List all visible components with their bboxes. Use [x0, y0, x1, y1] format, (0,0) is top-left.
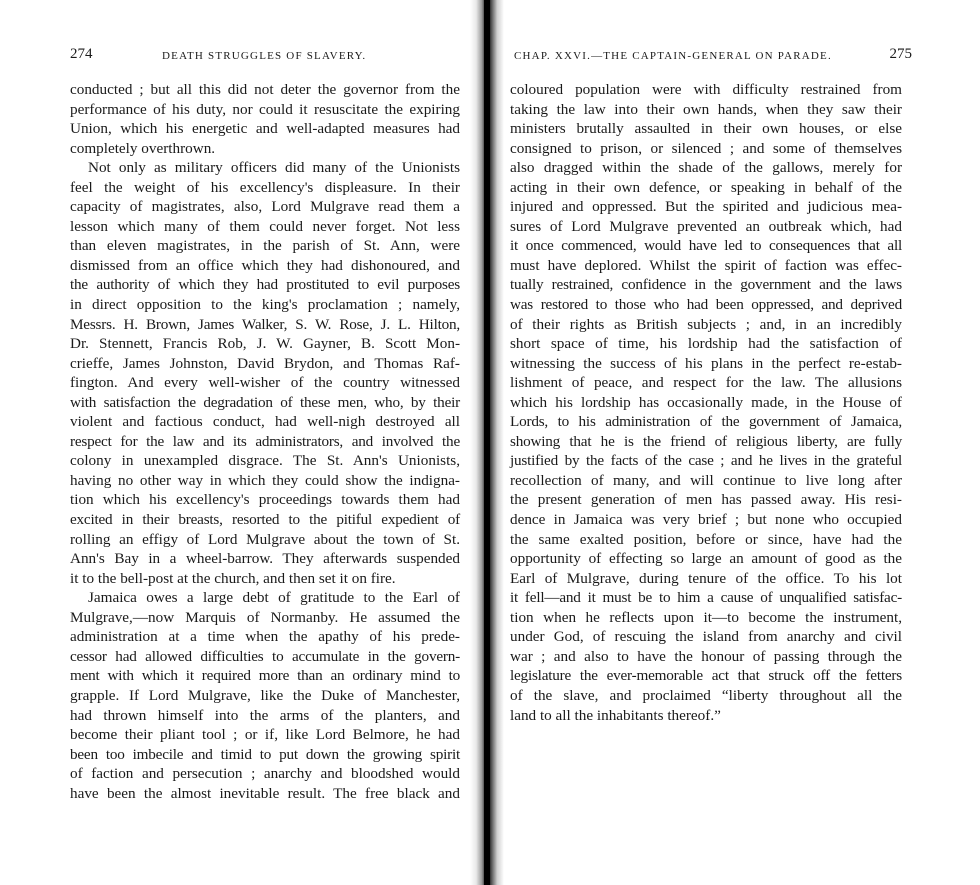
right-page-number: 275: [889, 46, 912, 62]
text-line: which his lordship has occasionally made, in the House of: [510, 393, 902, 411]
text-line: was restored to those who had been oppressed, and deprived: [510, 296, 902, 314]
text-line: coloured population were with difficulty restrained from: [510, 81, 902, 98]
text-line: dismissed from an office which they had dishonoured, and: [70, 256, 460, 274]
text-line: excited in their breasts, resorted to the pitiful expedient of: [70, 511, 460, 529]
text-line: of their rights as British subjects ; and, in an incredibly: [510, 315, 902, 333]
text-line: cessor had allowed difficulties to accumulate in the govern-: [70, 647, 460, 665]
right-running-head: CHAP. XXVI.—THE CAPTAIN-GENERAL ON PARADE.: [514, 50, 832, 62]
text-line: become their pliant tool ; or if, like Lord Belmore, he had: [70, 726, 460, 744]
text-line: legislature the ever-memorable act that struck off the fetters: [510, 667, 902, 685]
text-line: Earl of Mulgrave, during tenure of the office. To his lot: [510, 569, 902, 587]
text-line: it fell—and it must be to him a cause of unqualified satisfac-: [510, 589, 902, 607]
text-line: crieffe, James Johnston, David Brydon, and Thomas Raf-: [70, 354, 460, 372]
text-line: it once commenced, would have led to consequences that all: [510, 237, 902, 255]
left-page-header: [70, 46, 460, 70]
text-line: also dragged within the shade of the gallows, merely for: [510, 159, 902, 177]
text-line: Ann's Bay in a wheel-barrow. They afterwards suspended: [70, 550, 460, 568]
text-line: administration at a time when the apathy of his prede-: [70, 628, 460, 646]
text-line: completely overthrown.: [70, 139, 216, 157]
text-line: short space of time, his lordship had the satisfaction of: [510, 335, 902, 353]
text-line: recollection of many, and will continue to live long after: [510, 471, 902, 489]
text-line: acting in their own defence, or speaking in behalf of the: [510, 178, 902, 196]
text-line: war ; and also to have the honour of passing through the: [510, 647, 902, 665]
left-page-number: 274: [70, 46, 93, 62]
text-line: than eleven magistrates, in the parish of St. Ann, were: [70, 237, 460, 255]
text-line: been too imbecile and timid to put down the growing spirit: [70, 745, 460, 763]
text-line: performance of his duty, nor could it resuscitate the expiring: [70, 100, 460, 118]
book-gutter: [470, 0, 504, 885]
text-line: justified by the facts of the case ; and he lives in the grateful: [510, 452, 902, 470]
text-line: taking the law into their own hands, when they saw their: [510, 100, 902, 118]
text-line: Dr. Stennett, Francis Rob, J. W. Gayner, B. Scott Mon-: [70, 335, 460, 353]
left-page-body: [70, 80, 460, 803]
text-line: lesson which many of them could never forget. Not less: [70, 217, 460, 235]
text-line: consigned to prison, or silenced ; and some of themselves: [510, 139, 902, 157]
text-line: it to the bell-post at the church, and then set it on fire.: [70, 569, 396, 587]
text-line: having no other way in which they could show the indigna-: [70, 471, 460, 489]
text-line: showing that he is the friend of religious liberty, are fully: [510, 432, 902, 450]
text-line: witnessing the success of his plans in the perfect re-estab-: [510, 354, 902, 372]
text-line: with satisfaction the degradation of these men, who, by their: [70, 393, 460, 411]
text-line: tion which his excellency's proceedings towards them had: [70, 491, 460, 509]
text-line: Mulgrave,—now Marquis of Normanby. He assumed the: [70, 608, 460, 626]
text-line: land to all the inhabitants thereof.”: [510, 706, 721, 724]
text-line: lishment of peace, and respect for the law. The allusions: [510, 374, 902, 392]
text-line: in direct opposition to the king's proclamation ; namely,: [70, 296, 460, 314]
text-line: rolling an effigy of Lord Mulgrave about the town of St.: [70, 530, 460, 548]
text-line: grapple. If Lord Mulgrave, like the Duke of Manchester,: [70, 686, 460, 704]
text-line: capacity of magistrates, also, Lord Mulgrave read them a: [70, 198, 460, 216]
text-line: the present generation of men has passed away. His resi-: [510, 491, 902, 509]
text-line: dence in Jamaica was very brief ; but none who occupied: [510, 511, 902, 529]
right-page-body: [510, 80, 902, 725]
text-line: tion when he reflects upon it—to become the instrument,: [510, 608, 902, 626]
text-line: Union, which his energetic and well-adapted measures had: [70, 120, 460, 138]
text-line: sures of Lord Mulgrave prevented an outbreak which, had: [510, 217, 902, 235]
text-line: conducted ; but all this did not deter the governor from the: [70, 81, 460, 98]
text-line: injured and oppressed. But the spirited and judicious mea-: [510, 198, 902, 216]
text-line: the authority of which they had prostituted to evil purposes: [70, 276, 460, 294]
text-line: fington. And every well-wisher of the country witnessed: [70, 374, 460, 392]
left-page: [0, 0, 478, 885]
text-line: of faction and persecution ; anarchy and bloodshed would: [70, 765, 460, 783]
text-line: of the slave, and proclaimed “liberty throughout all the: [510, 686, 902, 704]
text-line: had thrown himself into the arms of the planters, and: [70, 706, 460, 724]
text-line: colony in unexampled disgrace. The St. Ann's Unionists,: [70, 452, 460, 470]
text-line: tually restrained, confidence in the government and the laws: [510, 276, 902, 294]
text-line: respect for the law and its administrators, and involved the: [70, 432, 460, 450]
text-line: have been the almost inevitable result. The free black and: [70, 784, 460, 802]
right-page: [500, 0, 980, 885]
text-line: Jamaica owes a large debt of gratitude to the Earl of: [88, 589, 460, 607]
text-line: Not only as military officers did many of the Unionists: [88, 159, 460, 177]
text-line: must have deplored. Whilst the spirit of faction was effec-: [510, 256, 902, 274]
text-line: under God, of rescuing the island from anarchy and civil: [510, 628, 902, 646]
text-line: the same exalted position, before or since, have had the: [510, 530, 902, 548]
left-running-head: DEATH STRUGGLES OF SLAVERY.: [162, 50, 367, 62]
text-line: ministers brutally assaulted in their own houses, or else: [510, 120, 902, 138]
right-page-header: [514, 46, 912, 70]
text-line: opportunity of effecting so large an amount of good as the: [510, 550, 902, 568]
text-line: Messrs. H. Brown, James Walker, S. W. Rose, J. L. Hilton,: [70, 315, 460, 333]
text-line: Lords, to his administration of the government of Jamaica,: [510, 413, 902, 431]
text-line: ment with which it required more than an ordinary mind to: [70, 667, 460, 685]
text-line: feel the weight of his excellency's displeasure. In their: [70, 178, 460, 196]
text-line: violent and factious conduct, had well-nigh destroyed all: [70, 413, 460, 431]
